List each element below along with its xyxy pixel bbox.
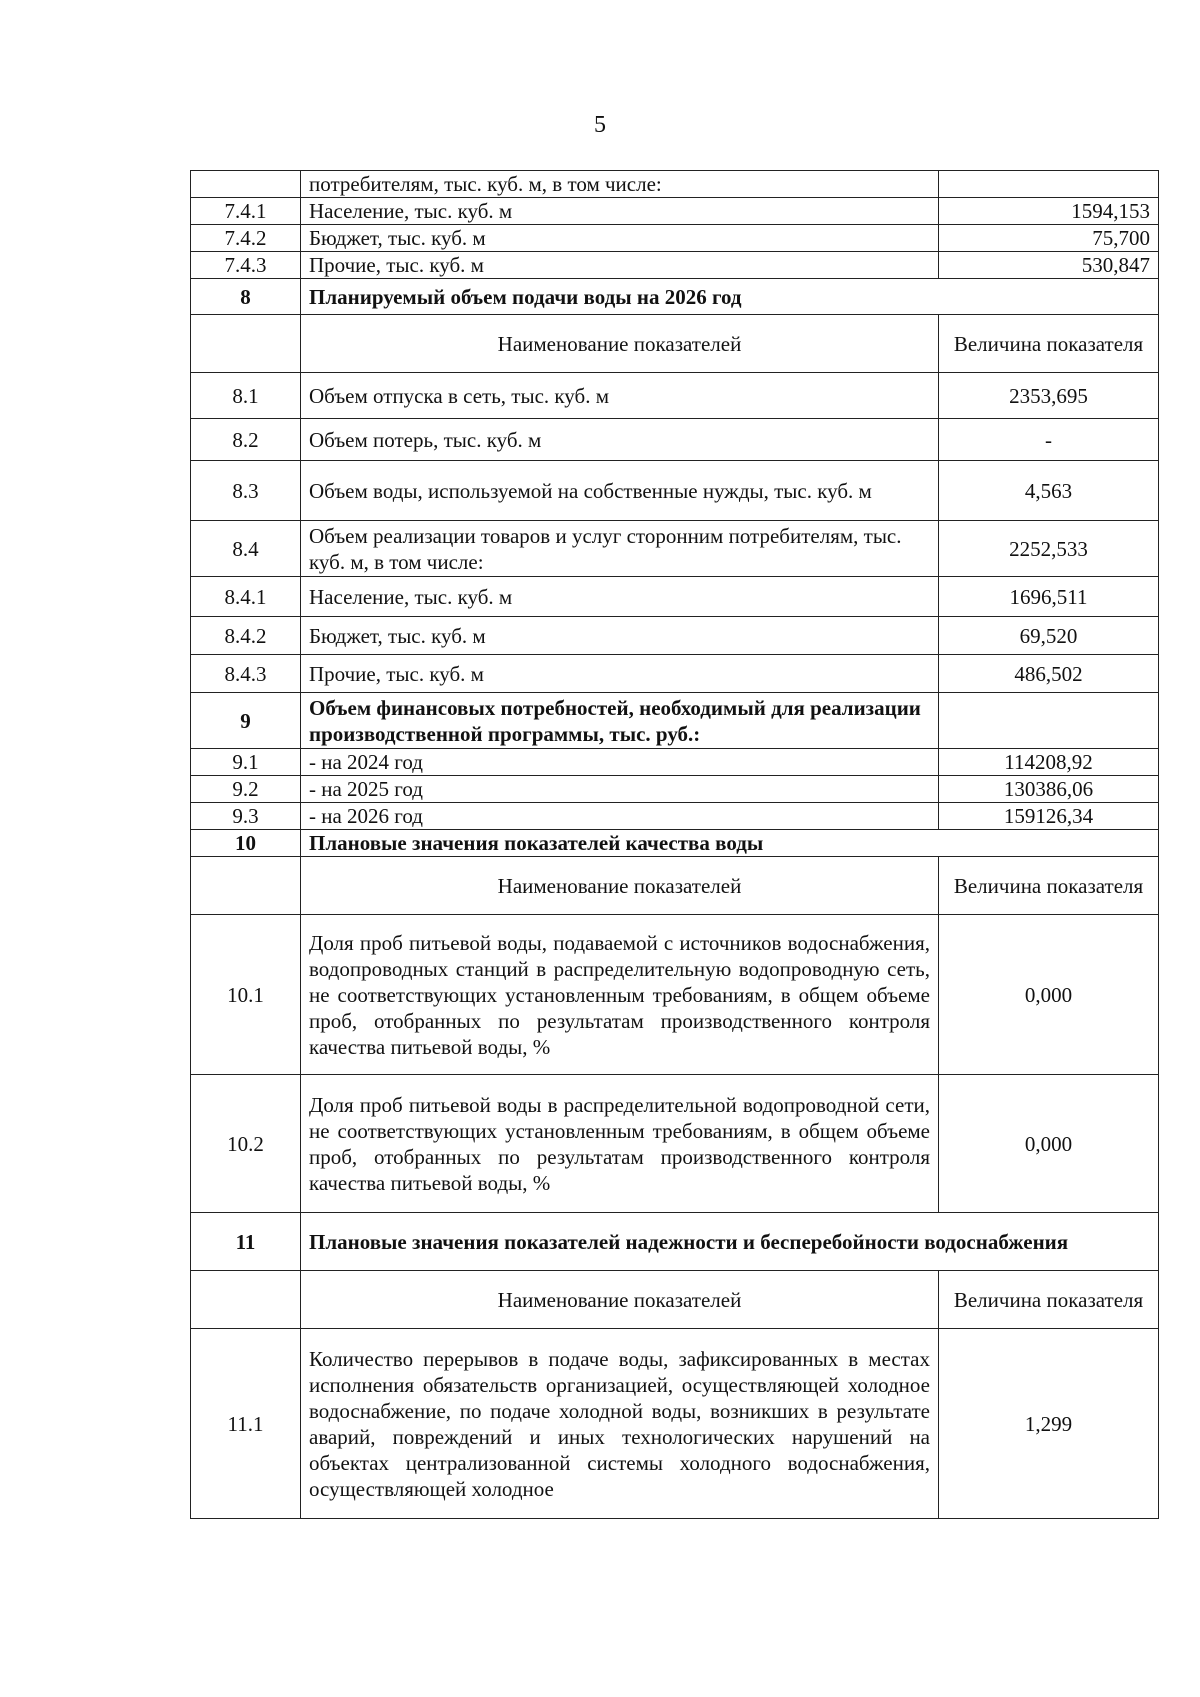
indicator-name: Население, тыс. куб. м [301, 577, 939, 617]
indicator-name: Население, тыс. куб. м [301, 198, 939, 225]
row-number: 9.2 [191, 776, 301, 803]
row-number: 10.2 [191, 1075, 301, 1213]
indicator-name: - на 2024 год [301, 749, 939, 776]
page-number: 5 [594, 112, 606, 138]
indicator-value: - [939, 419, 1159, 461]
section-number: 11 [191, 1213, 301, 1271]
indicator-value: 1594,153 [939, 198, 1159, 225]
indicator-value: 530,847 [939, 252, 1159, 279]
indicator-value: 0,000 [939, 915, 1159, 1075]
section-number: 10 [191, 830, 301, 857]
table-row [191, 461, 1159, 521]
indicator-name: Бюджет, тыс. куб. м [301, 225, 939, 252]
table-row [191, 915, 1159, 1075]
indicator-value: 2353,695 [939, 373, 1159, 419]
indicator-value: 75,700 [939, 225, 1159, 252]
row-number: 9.1 [191, 749, 301, 776]
table-row [191, 225, 1159, 252]
row-number [191, 171, 301, 198]
row-number: 8.2 [191, 419, 301, 461]
header-name: Наименование показателей [301, 315, 939, 373]
production-program-table [190, 170, 1159, 1519]
row-number: 11.1 [191, 1329, 301, 1519]
section-value [939, 693, 1159, 749]
section-row [191, 693, 1159, 749]
section-number: 8 [191, 279, 301, 315]
table-row [191, 749, 1159, 776]
header-blank [191, 857, 301, 915]
row-number: 8.4.1 [191, 577, 301, 617]
table-row [191, 198, 1159, 225]
indicator-name: Объем воды, используемой на собственные нужды, тыс. куб. м [301, 461, 939, 521]
table-row [191, 171, 1159, 198]
indicator-name: Объем потерь, тыс. куб. м [301, 419, 939, 461]
indicator-value: 2252,533 [939, 521, 1159, 577]
section-row [191, 830, 1159, 857]
row-number: 7.4.2 [191, 225, 301, 252]
section-title: Плановые значения показателей надежности и бесперебойности водоснабжения [301, 1213, 1159, 1271]
indicator-name: Прочие, тыс. куб. м [301, 252, 939, 279]
indicator-value: 486,502 [939, 655, 1159, 693]
row-number: 8.4 [191, 521, 301, 577]
section-row [191, 1213, 1159, 1271]
table-header-row [191, 315, 1159, 373]
table-row [191, 419, 1159, 461]
row-number: 7.4.1 [191, 198, 301, 225]
row-number: 8.1 [191, 373, 301, 419]
indicator-value: 159126,34 [939, 803, 1159, 830]
header-blank [191, 1271, 301, 1329]
table-row [191, 617, 1159, 655]
table-row [191, 776, 1159, 803]
indicator-value [939, 171, 1159, 198]
row-number: 7.4.3 [191, 252, 301, 279]
row-number: 9.3 [191, 803, 301, 830]
indicator-name: Бюджет, тыс. куб. м [301, 617, 939, 655]
indicator-name: Объем отпуска в сеть, тыс. куб. м [301, 373, 939, 419]
indicator-name: Количество перерывов в подаче воды, зафиксированных в местах исполнения обязательств организацией, осуществляющей холодное водоснабжение, по подаче холодной воды, возникших в результате аварий, повреждений и иных технологических нарушений на объектах централизованной системы холодного водоснабжения, осуществляющей холодное [301, 1329, 939, 1519]
table-row [191, 803, 1159, 830]
indicator-name: Доля проб питьевой воды в распределительной водопроводной сети, не соответствующих установленным требованиям, в общем объеме проб, отобранных по результатам производственного контроля качества питьевой воды, % [301, 1075, 939, 1213]
table-row [191, 373, 1159, 419]
table-row [191, 655, 1159, 693]
table-header-row [191, 857, 1159, 915]
section-number: 9 [191, 693, 301, 749]
header-value: Величина показателя [939, 315, 1159, 373]
indicator-value: 114208,92 [939, 749, 1159, 776]
section-title: Плановые значения показателей качества воды [301, 830, 1159, 857]
table-row [191, 521, 1159, 577]
header-name: Наименование показателей [301, 1271, 939, 1329]
header-value: Величина показателя [939, 1271, 1159, 1329]
indicator-name: - на 2025 год [301, 776, 939, 803]
table-row [191, 1075, 1159, 1213]
table-header-row [191, 1271, 1159, 1329]
indicator-name: Прочие, тыс. куб. м [301, 655, 939, 693]
row-number: 10.1 [191, 915, 301, 1075]
header-name: Наименование показателей [301, 857, 939, 915]
indicator-value: 69,520 [939, 617, 1159, 655]
header-blank [191, 315, 301, 373]
section-title: Планируемый объем подачи воды на 2026 год [301, 279, 1159, 315]
indicator-value: 1696,511 [939, 577, 1159, 617]
section-row [191, 279, 1159, 315]
indicator-name: - на 2026 год [301, 803, 939, 830]
row-number: 8.3 [191, 461, 301, 521]
indicator-name: Доля проб питьевой воды, подаваемой с источников водоснабжения, водопроводных станций в распределительную водопроводную сеть, не соответствующих установленным требованиям, в общем объеме проб, отобранных по результатам производственного контроля качества питьевой воды, % [301, 915, 939, 1075]
indicator-value: 4,563 [939, 461, 1159, 521]
table-row [191, 577, 1159, 617]
indicator-value: 1,299 [939, 1329, 1159, 1519]
row-number: 8.4.2 [191, 617, 301, 655]
indicator-value: 0,000 [939, 1075, 1159, 1213]
header-value: Величина показателя [939, 857, 1159, 915]
table-row [191, 252, 1159, 279]
indicator-value: 130386,06 [939, 776, 1159, 803]
indicator-name: потребителям, тыс. куб. м, в том числе: [301, 171, 939, 198]
table-row [191, 1329, 1159, 1519]
row-number: 8.4.3 [191, 655, 301, 693]
indicator-name: Объем реализации товаров и услуг сторонним потребителям, тыс. куб. м, в том числе: [301, 521, 939, 577]
section-title: Объем финансовых потребностей, необходимый для реализации производственной программы, тыс. руб.: [301, 693, 939, 749]
